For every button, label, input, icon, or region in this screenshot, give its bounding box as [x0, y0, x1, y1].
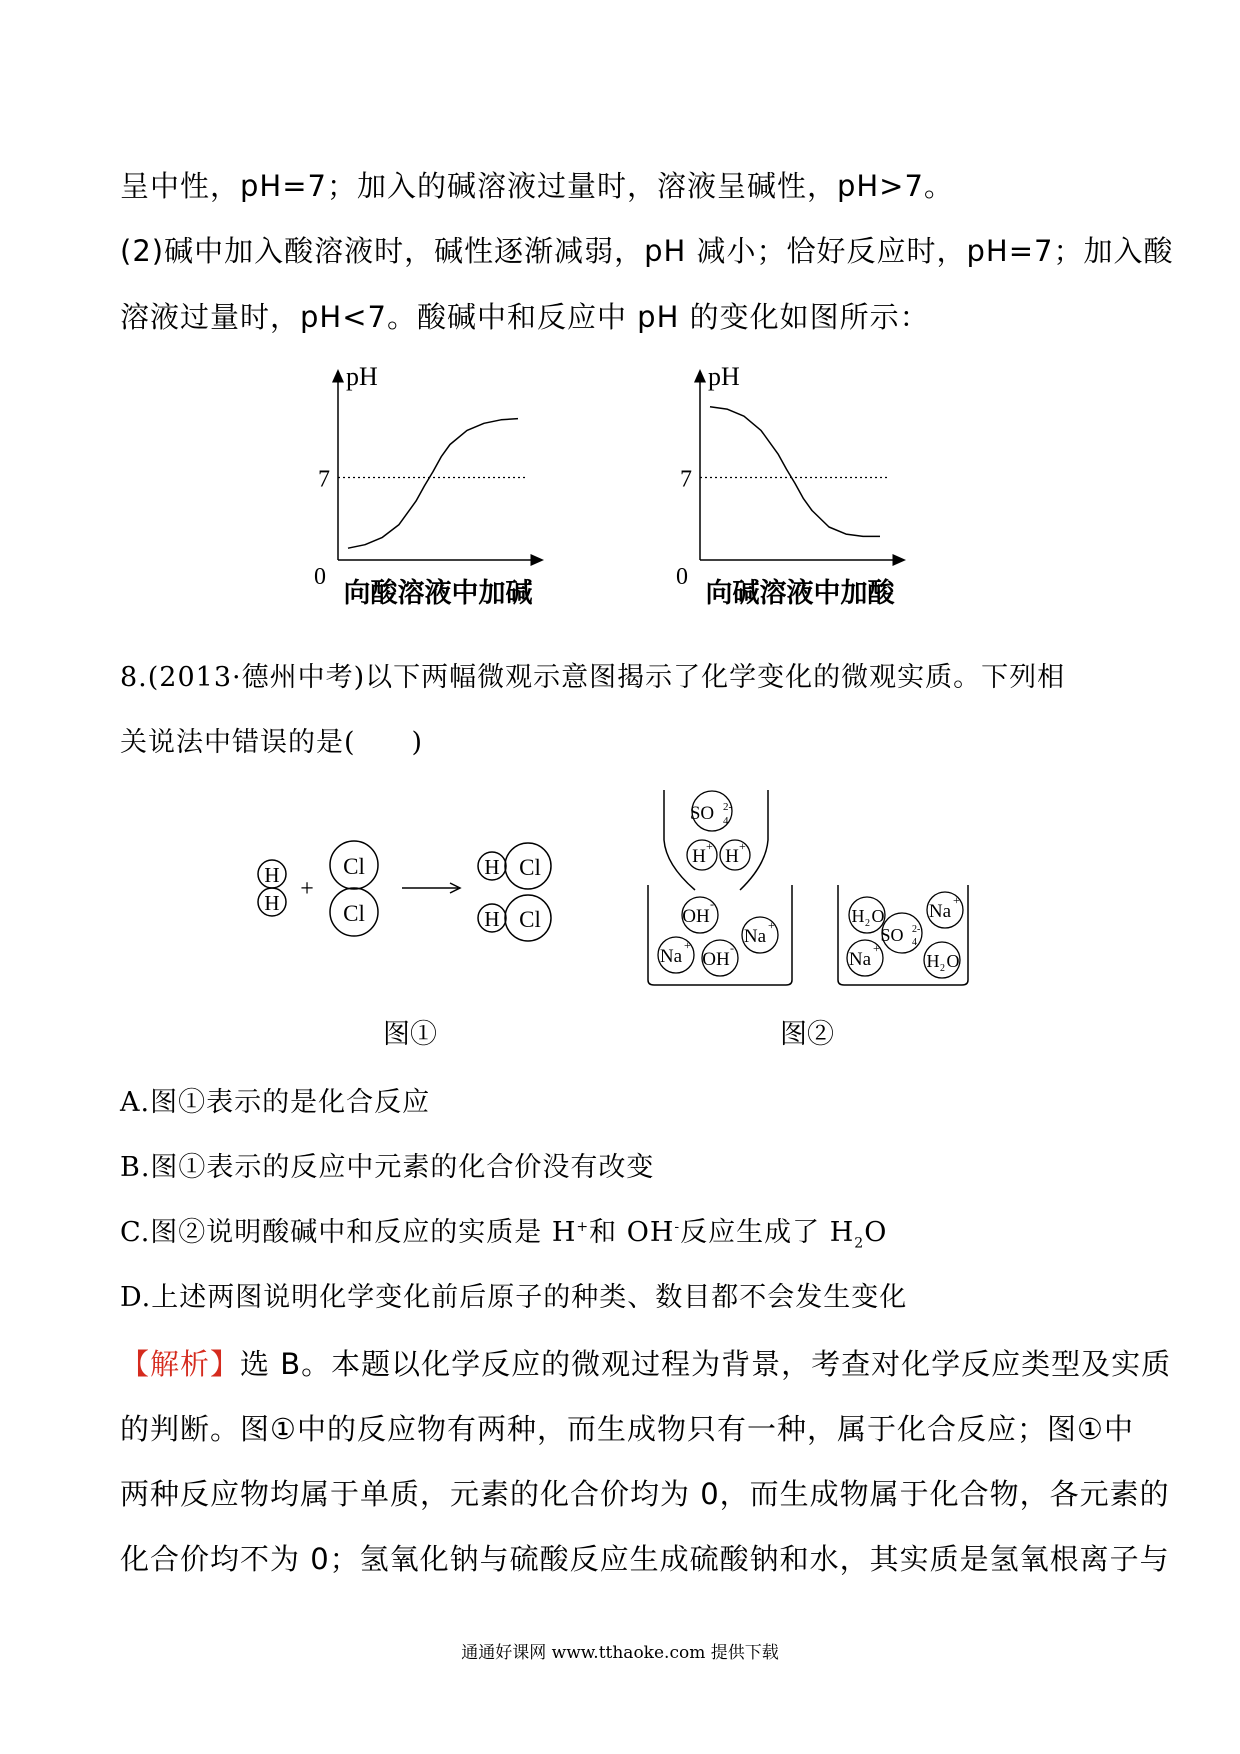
- option-c: C.图②说明酸碱中和反应的实质是 H+和 OH-反应生成了 $H_2O$: [120, 1217, 888, 1252]
- beaker-1: [648, 885, 792, 985]
- option-d: D.上述两图说明化学变化前后原子的种类、数目都不会发生变化: [120, 1282, 908, 1313]
- svg-text:+: +: [873, 941, 880, 955]
- svg-text:+: +: [684, 938, 691, 952]
- atom-label: H: [264, 863, 280, 887]
- chart-base-plus-acid: [676, 362, 900, 609]
- reference-line-label: 7: [680, 466, 692, 493]
- svg-text:-: -: [730, 941, 734, 955]
- analysis-line-2: 的判断。图①中的反应物有两种，而生成物只有一种，属于化合反应；图①中: [120, 1412, 1134, 1446]
- svg-text:+: +: [768, 918, 775, 932]
- svg-text:H: H: [851, 906, 865, 926]
- atom-label: Cl: [519, 855, 541, 880]
- atom-label: H: [484, 855, 500, 879]
- svg-text:-: -: [710, 897, 714, 911]
- svg-text:2-: 2-: [912, 924, 921, 935]
- sulfate-ion: [690, 791, 733, 831]
- origin-label: 0: [676, 564, 688, 590]
- atom-label: Cl: [519, 907, 541, 932]
- svg-text:O: O: [946, 951, 960, 971]
- question-line-2: 关说法中错误的是( ): [120, 727, 424, 758]
- origin-label: 0: [314, 564, 326, 590]
- svg-text:4: 4: [912, 937, 917, 948]
- hcl-molecule: [478, 843, 551, 889]
- svg-text:2: 2: [940, 963, 945, 974]
- chlorine-molecule: [330, 841, 378, 936]
- ph-change-charts: [0, 350, 1240, 620]
- sodium-ion: [927, 892, 963, 928]
- svg-text:Na: Na: [743, 926, 767, 947]
- x-axis-label: 向酸溶液中加碱: [343, 578, 533, 609]
- atom-label: H: [264, 891, 280, 915]
- svg-text:SO: SO: [880, 925, 904, 945]
- plus-sign: +: [300, 876, 314, 902]
- analysis-line-1: 【解析】选 B。本题以化学反应的微观过程为背景，考查对化学反应类型及实质: [120, 1347, 1172, 1381]
- svg-text:2-: 2-: [723, 801, 733, 813]
- svg-text:OH: OH: [682, 906, 710, 927]
- x-axis-label: 向碱溶液中加酸: [705, 578, 895, 609]
- water-molecule: [924, 942, 960, 978]
- hydroxide-ion: [702, 940, 738, 976]
- svg-text:H: H: [692, 846, 706, 867]
- reference-line-label: 7: [318, 466, 330, 493]
- option-a: A.图①表示的是化合反应: [120, 1087, 431, 1118]
- svg-text:+: +: [706, 839, 713, 853]
- atom-label: H: [484, 907, 500, 931]
- sodium-ion: [847, 940, 883, 976]
- y-axis-label: pH: [708, 362, 740, 391]
- svg-text:2: 2: [865, 918, 870, 929]
- figure-2-diagram: [640, 780, 990, 1000]
- sulfate-ion: [880, 913, 922, 953]
- analysis-line-3: 两种反应物均属于单质，元素的化合价均为 0，而生成物属于化合物，各元素的: [120, 1477, 1170, 1511]
- hydrogen-molecule: [258, 860, 286, 916]
- analysis-line-4: 化合价均不为 0；氢氧化钠与硫酸反应生成硫酸钠和水，其实质是氢氧根离子与: [120, 1542, 1170, 1576]
- question-line-1: 8.(2013·德州中考)以下两幅微观示意图揭示了化学变化的微观实质。下列相: [120, 662, 1066, 693]
- svg-text:+: +: [739, 839, 746, 853]
- ph-curve: [348, 419, 518, 549]
- y-axis-label: pH: [346, 362, 378, 391]
- figure-1-diagram: [240, 830, 570, 970]
- ph-curve: [710, 407, 880, 537]
- page-footer: 通通好课网 www.tthaoke.com 提供下载: [461, 1643, 779, 1663]
- svg-text:Na: Na: [928, 901, 952, 922]
- svg-text:Na: Na: [848, 949, 872, 970]
- analysis-tag: 【解析】: [120, 1347, 241, 1381]
- hydroxide-ion: [682, 897, 718, 933]
- svg-text:Na: Na: [659, 946, 683, 967]
- chart-acid-plus-base: [314, 362, 538, 609]
- hydrogen-ion: [687, 839, 717, 870]
- svg-text:O: O: [871, 906, 885, 926]
- svg-text:H: H: [725, 846, 739, 867]
- sodium-ion: [658, 937, 694, 973]
- svg-text:H: H: [926, 951, 940, 971]
- atom-label: Cl: [343, 854, 365, 879]
- svg-text:OH: OH: [702, 949, 730, 970]
- atom-label: Cl: [343, 901, 365, 926]
- intro-line-2: (2)碱中加入酸溶液时，碱性逐渐减弱，pH 减小；恰好反应时，pH=7；加入酸: [120, 234, 1174, 268]
- option-b: B.图①表示的反应中元素的化合价没有改变: [120, 1152, 655, 1183]
- hcl-molecule: [478, 895, 551, 941]
- svg-text:SO: SO: [689, 803, 715, 824]
- hydrogen-ion: [720, 839, 750, 870]
- figure-2-caption: 图②: [780, 1019, 834, 1050]
- intro-line-3: 溶液过量时，pH<7。酸碱中和反应中 pH 的变化如图所示：: [120, 300, 930, 334]
- svg-text:+: +: [953, 893, 960, 907]
- sodium-ion: [742, 917, 778, 953]
- intro-line-1: 呈中性，pH=7；加入的碱溶液过量时，溶液呈碱性，pH>7。: [120, 169, 954, 203]
- figure-1-caption: 图①: [383, 1019, 437, 1050]
- svg-text:4: 4: [723, 815, 729, 827]
